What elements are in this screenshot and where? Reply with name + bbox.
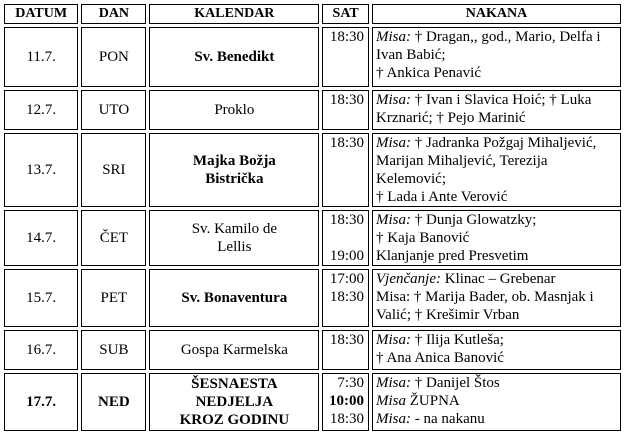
calendar-cell bbox=[149, 210, 319, 266]
time-cell bbox=[322, 27, 369, 87]
intention-label: Misa bbox=[376, 393, 407, 409]
time-cell bbox=[322, 210, 369, 266]
date-cell: 11.7. bbox=[4, 27, 78, 87]
intention-label: Misa: bbox=[376, 92, 412, 108]
calendar-cell bbox=[149, 133, 319, 207]
intention-line bbox=[376, 211, 620, 229]
intention-line bbox=[376, 374, 620, 392]
intention-line bbox=[376, 109, 620, 127]
day-cell: SUB bbox=[81, 330, 146, 370]
intention-label: Misa: bbox=[376, 29, 412, 45]
intention-label: Vjenčanje: bbox=[376, 271, 441, 287]
intention-text: † Ana Anica Banović bbox=[376, 350, 504, 366]
time-value: 17:00 bbox=[329, 271, 365, 287]
time-value: 18:30 bbox=[329, 289, 365, 305]
intention-line bbox=[376, 134, 620, 152]
intention-text: Misa: † Marija Bader, ob. Masnjak i bbox=[376, 289, 594, 305]
time-value bbox=[323, 229, 364, 247]
time-value: 18:30 bbox=[329, 29, 365, 45]
intention-line bbox=[376, 188, 620, 206]
header-kalendar: KALENDAR bbox=[149, 4, 319, 24]
header-row bbox=[4, 4, 621, 24]
time-value: 10:00 bbox=[329, 393, 365, 409]
intention-line bbox=[376, 349, 620, 367]
intention-text: Klinac – Grebenar bbox=[440, 271, 556, 287]
intention-text: Marijan Mihaljević, Terezija bbox=[376, 153, 548, 169]
calendar-line: Sv. Bonaventura bbox=[181, 290, 288, 306]
table-row bbox=[4, 373, 621, 431]
time-value: 18:30 bbox=[329, 212, 365, 228]
time-cell bbox=[322, 90, 369, 130]
intention-line bbox=[376, 170, 620, 188]
table-row bbox=[4, 90, 621, 130]
table-row bbox=[4, 269, 621, 327]
calendar-line: Sv. Kamilo de bbox=[191, 221, 277, 237]
date-cell: 14.7. bbox=[4, 210, 78, 266]
intention-text: † Dragan,, god., Mario, Delfa i bbox=[411, 29, 601, 45]
intention-line bbox=[376, 288, 620, 306]
intention-text: † Ivan i Slavica Hoić; † Luka bbox=[411, 92, 592, 108]
intention-line bbox=[376, 331, 620, 349]
intention-label: Misa: bbox=[376, 375, 412, 391]
intention-text: † Ankica Penavić bbox=[376, 65, 481, 81]
intention-line bbox=[376, 152, 620, 170]
date-cell: 16.7. bbox=[4, 330, 78, 370]
calendar-cell bbox=[149, 90, 319, 130]
intention-text: Klanjanje pred Presvetim bbox=[376, 248, 529, 264]
date-cell: 12.7. bbox=[4, 90, 78, 130]
intention-text: † Lada i Ante Verović bbox=[376, 189, 508, 205]
intention-line bbox=[376, 392, 620, 410]
intention-text: † Jadranka Požgaj Mihaljević, bbox=[411, 135, 597, 151]
intention-label: Misa: bbox=[376, 411, 412, 427]
day-cell: UTO bbox=[81, 90, 146, 130]
intention-text: ŽUPNA bbox=[406, 393, 460, 409]
intention-line bbox=[376, 64, 620, 82]
calendar-cell bbox=[149, 27, 319, 87]
calendar-line: Lellis bbox=[217, 239, 252, 255]
day-cell: PON bbox=[81, 27, 146, 87]
intention-text: † Ilija Kutleša; bbox=[411, 332, 504, 348]
calendar-line: KROZ GODINU bbox=[179, 412, 290, 428]
time-value: 19:00 bbox=[329, 248, 365, 264]
intention-line bbox=[376, 306, 620, 324]
time-cell bbox=[322, 373, 369, 431]
intention-label: Misa: bbox=[376, 135, 412, 151]
calendar-cell bbox=[149, 269, 319, 327]
time-value: 18:30 bbox=[329, 332, 365, 348]
day-cell: PET bbox=[81, 269, 146, 327]
table-row bbox=[4, 330, 621, 370]
intention-cell bbox=[372, 373, 621, 431]
calendar-line: Majka Božja bbox=[192, 153, 276, 169]
calendar-line: ŠESNAESTA bbox=[191, 376, 278, 392]
intention-text: † Dunja Glowatzky; bbox=[411, 212, 537, 228]
calendar-cell bbox=[149, 373, 319, 431]
intention-text: Valić; † Krešimir Vrban bbox=[376, 307, 520, 323]
intention-line bbox=[376, 229, 620, 247]
date-cell: 15.7. bbox=[4, 269, 78, 327]
mass-schedule-table bbox=[1, 1, 624, 434]
intention-label: Misa: bbox=[376, 212, 412, 228]
intention-text: † Kaja Banović bbox=[376, 230, 470, 246]
time-value: 18:30 bbox=[329, 411, 365, 427]
header-dan: DAN bbox=[81, 4, 146, 24]
header-nakana: NAKANA bbox=[372, 4, 621, 24]
calendar-line: Gospa Karmelska bbox=[180, 342, 288, 358]
calendar-cell bbox=[149, 330, 319, 370]
intention-line bbox=[376, 247, 620, 265]
intention-line bbox=[376, 46, 620, 64]
time-cell bbox=[322, 330, 369, 370]
date-cell: 17.7. bbox=[4, 373, 78, 431]
date-cell: 13.7. bbox=[4, 133, 78, 207]
time-value: 7:30 bbox=[337, 375, 365, 391]
intention-line bbox=[376, 91, 620, 109]
time-value: 18:30 bbox=[329, 135, 365, 151]
intention-text: Kelemović; bbox=[376, 171, 446, 187]
intention-cell bbox=[372, 330, 621, 370]
day-cell: ČET bbox=[81, 210, 146, 266]
intention-text: † Danijel Štos bbox=[411, 375, 500, 391]
intention-cell bbox=[372, 269, 621, 327]
table-row bbox=[4, 133, 621, 207]
table-row bbox=[4, 27, 621, 87]
intention-cell bbox=[372, 90, 621, 130]
intention-text: - na nakanu bbox=[411, 411, 485, 427]
intention-cell bbox=[372, 133, 621, 207]
time-cell bbox=[322, 133, 369, 207]
intention-line bbox=[376, 270, 620, 288]
day-cell: SRI bbox=[81, 133, 146, 207]
intention-line bbox=[376, 28, 620, 46]
intention-label: Misa: bbox=[376, 332, 412, 348]
calendar-line: Proklo bbox=[214, 102, 255, 118]
intention-cell bbox=[372, 210, 621, 266]
header-datum: DATUM bbox=[4, 4, 78, 24]
day-cell: NED bbox=[81, 373, 146, 431]
calendar-line: NEDJELJA bbox=[195, 394, 274, 410]
time-cell bbox=[322, 269, 369, 327]
intention-text: Ivan Babić; bbox=[376, 47, 446, 63]
time-value: 18:30 bbox=[329, 92, 365, 108]
intention-cell bbox=[372, 27, 621, 87]
header-sat: SAT bbox=[322, 4, 369, 24]
table-row bbox=[4, 210, 621, 266]
intention-text: Krznarić; † Pejo Marinić bbox=[376, 110, 526, 126]
calendar-line: Bistrička bbox=[205, 171, 264, 187]
calendar-line: Sv. Benedikt bbox=[194, 49, 275, 65]
